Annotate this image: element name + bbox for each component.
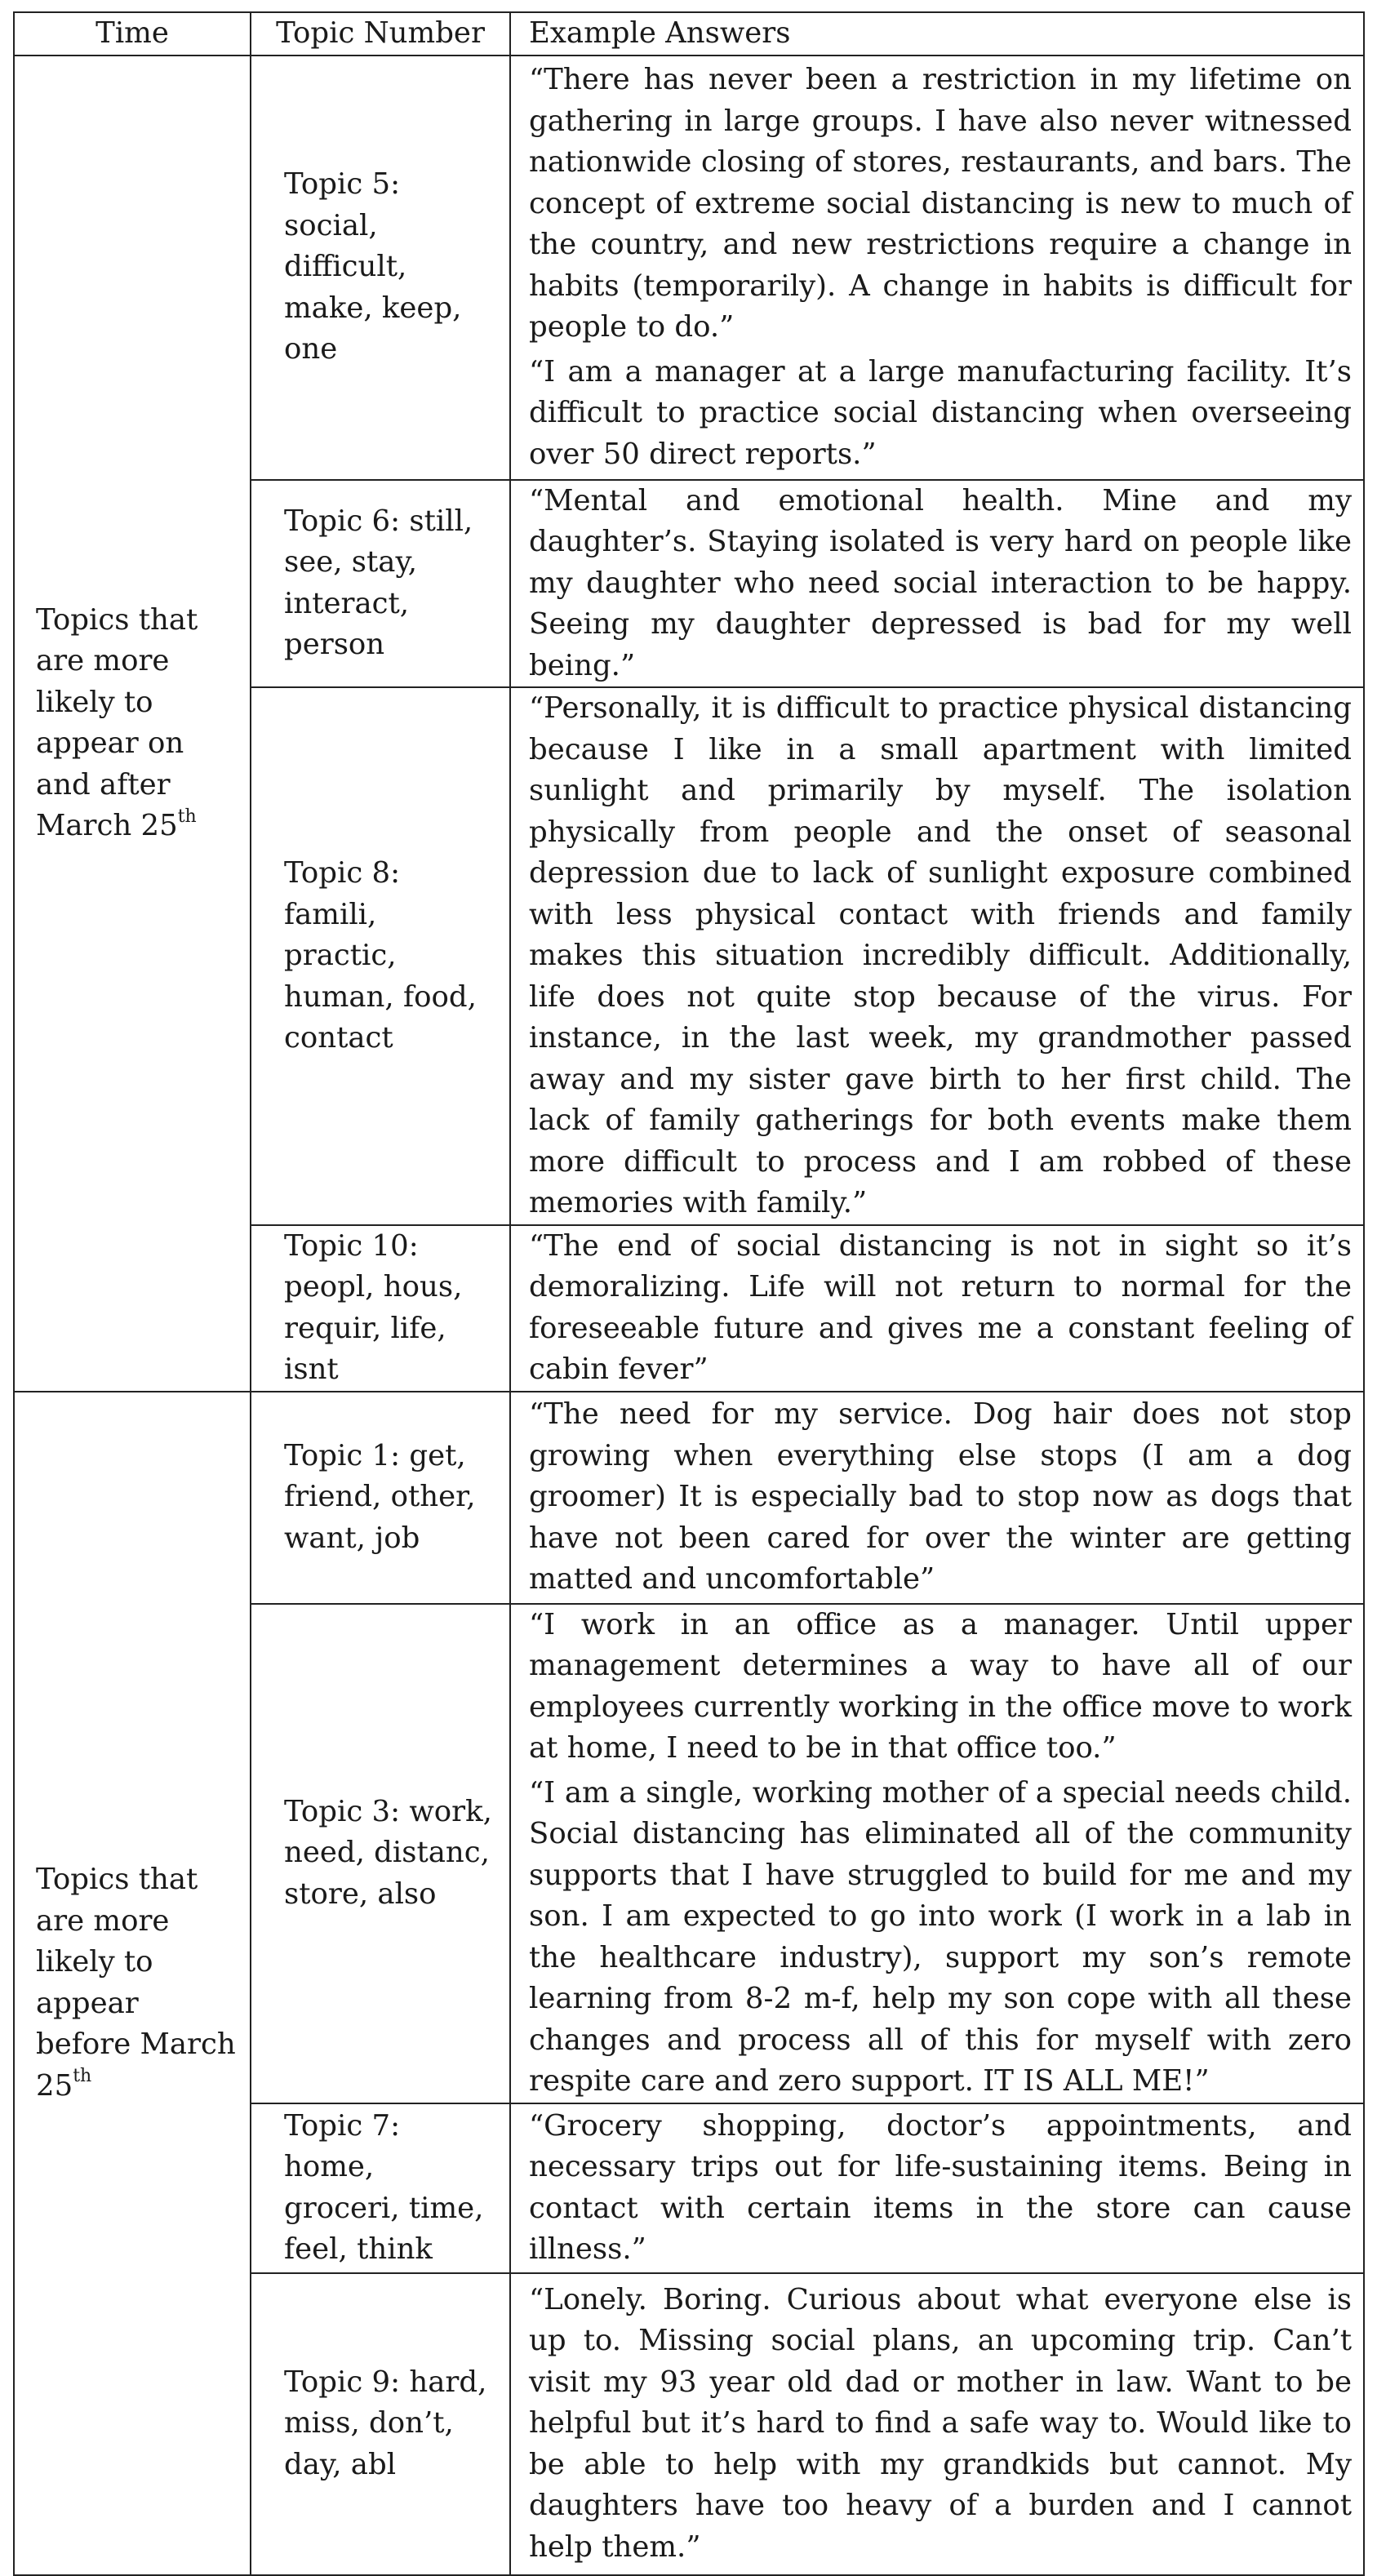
topic-cell: Topic 7: home, groceri, time, feel, think [251, 2103, 510, 2273]
answer-quote: “Grocery shopping, doctor’s appointments, and necessary trips out for life-sustaining items. Being in contact with certain items in the store can cause illness.” [529, 2108, 1352, 2266]
time-label-sup: th [73, 2066, 92, 2087]
answer-cell [510, 56, 1364, 480]
answer-cell [510, 1604, 1364, 2103]
header-topic-number: Topic Number [251, 12, 510, 56]
topics-table [13, 11, 1365, 2576]
answer-quote: “Personally, it is difficult to practice physical distancing because I like in a small apartment with limited sunlight and primarily by myself. The isolation physically from people and the onset of seasonal depression due to lack of sunlight exposure combined with less physical contact with friends and family makes this situation incredibly difficult. Additionally, life does not quite stop because of the virus. For instance, in the last week, my grandmother passed away and my sister gave birth to her first child. The lack of family gatherings for both events make them more difficult to process and I am robbed of these memories with family.” [529, 691, 1352, 1219]
answer-quote: “I am a manager at a large manufacturing facility. It’s difficult to practice social distancing when overseeing over 50 direct reports.” [529, 354, 1352, 471]
answer-quote: “The need for my service. Dog hair does not stop growing when everything else stops (I am a dog groomer) It is especially bad to stop now as dogs that have not been cared for over the winter are getting matted and uncomfortable” [529, 1397, 1352, 1597]
topic-cell: Topic 8: famili, practic, human, food, contact [251, 687, 510, 1225]
topic-cell: Topic 5: social, difficult, make, keep, one [251, 56, 510, 480]
answer-quote: “There has never been a restriction in my lifetime on gathering in large groups. I have also never witnessed nationwide closing of stores, restaurants, and bars. The concept of extreme social distancing is new to much of the country, and new restrictions require a change in habits (temporarily). A change in habits is difficult for people to do.” [529, 63, 1352, 344]
answer-cell [510, 2103, 1364, 2273]
time-label: Topics that are more likely to appear before March 25 [36, 1863, 236, 2103]
time-cell-before [14, 1392, 251, 2575]
answer-quote: “The end of social distancing is not in sight so it’s demoralizing. Life will not return to normal for the foreseeable future and gives me a constant feeling of cabin fever” [529, 1228, 1352, 1386]
answer-quote: “I work in an office as a manager. Until upper management determines a way to have all of our employees currently working in the office move to work at home, I need to be in that office too.” [529, 1607, 1352, 1765]
answer-quote: “Mental and emotional health. Mine and my daughter’s. Staying isolated is very hard on people like my daughter who need social interaction to be happy. Seeing my daughter depressed is bad for my well being.” [529, 483, 1352, 682]
answer-quote: “Lonely. Boring. Curious about what everyone else is up to. Missing social plans, an upcoming trip. Can’t visit my 93 year old dad or mother in law. Want to be helpful but it’s hard to find a safe way to. Would like to be able to help with my grandkids but cannot. My daughters have too heavy of a burden and I cannot help them.” [529, 2282, 1352, 2564]
table-row [14, 56, 1364, 480]
header-time: Time [14, 12, 251, 56]
header-row [14, 12, 1364, 56]
header-example-answers: Example Answers [510, 12, 1364, 56]
topic-cell: Topic 9: hard, miss, don’t, day, abl [251, 2273, 510, 2575]
topic-cell: Topic 10: peopl, hous, requir, life, isnt [251, 1225, 510, 1392]
answer-cell [510, 1392, 1364, 1604]
answer-cell [510, 687, 1364, 1225]
answer-cell [510, 1225, 1364, 1392]
time-cell-after [14, 56, 251, 1392]
topic-cell: Topic 1: get, friend, other, want, job [251, 1392, 510, 1604]
answer-quote: “I am a single, working mother of a special needs child. Social distancing has eliminated all of the community supports that I have struggled to build for me and my son. I am expected to go into work (I work in a lab in the healthcare industry), support my son’s remote learning from 8-2 m-f, help my son cope with all these changes and process all of this for myself with zero respite care and zero support. IT IS ALL ME!” [529, 1775, 1352, 2098]
time-label-sup: th [177, 806, 197, 827]
answer-cell [510, 2273, 1364, 2575]
topic-cell: Topic 6: still, see, stay, interact, person [251, 480, 510, 688]
time-label: Topics that are more likely to appear on and after March 25 [36, 602, 198, 842]
answer-cell [510, 480, 1364, 688]
topic-cell: Topic 3: work, need, distanc, store, also [251, 1604, 510, 2103]
table-row [14, 1392, 1364, 1604]
